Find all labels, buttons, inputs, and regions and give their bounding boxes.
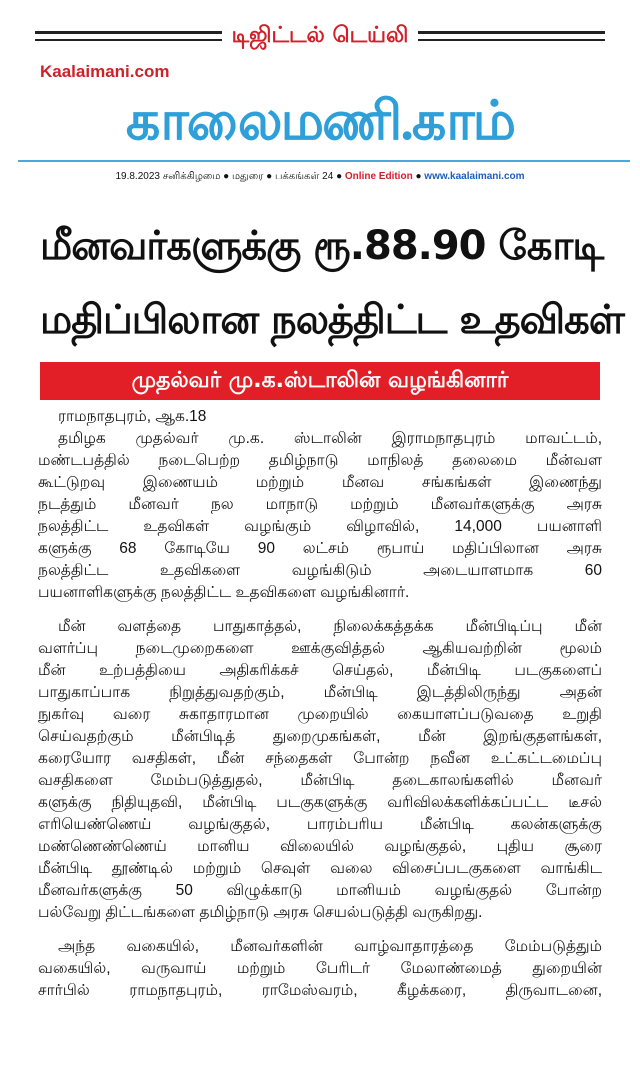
article-line: பயனாளிகளுக்கு நலத்திட்ட உதவிகளை வழங்கினார். [38,584,410,601]
article-line: களுக்கு 68 கோடியே 90 லட்சம் ரூபாய் மதிப்பிலான அரசு [38,540,602,557]
article-line: மீனவர்களுக்கு 50 விழுக்காடு மானியம் வழங்குதல் போன்ற [38,882,602,899]
article-line: பாதுகாப்பாக நிறுத்துவதற்கும், மீன்பிடி இடத்திலிருந்து அதன் [38,684,602,701]
article-line: மீன்பிடி தூண்டில் மற்றும் செவுள் வலை விசைப்படகுகளை வாங்கிட [38,860,602,877]
article-line: மண்ணெண்ணெய் மானிய விலையில் வழங்குதல், புதிய சூரை [38,838,602,855]
divider [18,160,630,162]
article-line: மீன் உற்பத்தியை அதிகரிக்கச் செய்தல், மீன்பிடி படகுகளைப் [38,662,602,679]
headline-line-1: மீனவர்களுக்கு ரூ.88.90 கோடி [40,223,604,269]
tagline: டிஜிட்டல் டெய்லி [231,23,409,48]
masthead-tagline-row [35,22,605,50]
article-line: கூட்டுறவு இணையம் மற்றும் மீனவ சங்கங்கள் இணைந்து [38,474,602,491]
article-line: சார்பில் ராமநாதபுரம், ராமேஸ்வரம், கீழக்கரை, திருவாடனை, [38,982,602,999]
article-line: எரியெண்ணெய் வழங்குதல், பாரம்பரிய மீன்பிடி கலன்களுக்கு [38,816,602,833]
article-line: வசதிகளை மேம்படுத்துதல், மீன்பிடி தடைகாலங்களில் மீனவர் [38,772,602,789]
article-line: செய்வதற்கும் மீன்பிடித் துறைமுகங்கள், மீன் இறங்குதளங்கள், [38,728,602,745]
article-line: அந்த வகையில், மீனவர்களின் வாழ்வாதாரத்தை மேம்படுத்தும் [58,938,602,955]
dateline: ராமநாதபுரம், ஆக.18 [58,408,207,425]
site-url[interactable]: www.kaalaimani.com [424,171,525,182]
issue-line: 19.8.2023 சனிக்கிழமை ● மதுரை ● பக்கங்கள் 24 ● Online Edition ● www.kaalaimani.com [115,171,525,182]
article-line: களுக்கு நிதியுதவி, மீன்பிடி படகுகளுக்கு வரிவிலக்களிக்கப்பட்ட டீசல் [38,794,602,811]
article-line: மண்டபத்தில் நடைபெற்ற தமிழ்நாடு மாநிலத் தலைமை மீன்வள [38,452,602,469]
article-line: வளர்ப்பு நடைமுறைகளை ஊக்குவித்தல் ஆகியவற்றின் மூலம் [38,640,602,657]
article-line: நடத்தும் மீனவர் நல மாநாடு மற்றும் மீனவர்களுக்கு அரசு [38,496,602,513]
article-line: நலத்திட்ட உதவிகளை வழங்கிடும் அடையாளமாக 60 [38,562,602,579]
page-count: பக்கங்கள் 24 [274,171,334,182]
paragraph-gap [38,604,602,616]
site-name: Kaalaimani.com [40,62,170,81]
logo: காலைமணி.காம் [125,91,515,151]
paragraph-gap [38,924,602,936]
article-line: தமிழக முதல்வர் மு.க. ஸ்டாலின் இராமநாதபுரம் மாவட்டம், [58,430,602,447]
article-body [38,406,602,1002]
divider [35,31,222,41]
divider [418,31,605,41]
edition: Online Edition [344,171,413,182]
article-line: பல்வேறு திட்டங்களை தமிழ்நாடு அரசு செயல்படுத்தி வருகிறது. [38,904,483,921]
issue-date: 19.8.2023 சனிக்கிழமை [115,171,221,182]
article-line: வகையில், வருவாய் மற்றும் பேரிடர் மேலாண்மைத் துறையின் [38,960,602,977]
issue-city: மதுரை [232,171,264,182]
article-line: கரையோர வசதிகள், மீன் சந்தைகள் போன்ற நவீன உட்கட்டமைப்பு [38,750,602,767]
article-line: நலத்திட்ட உதவிகள் வழங்கும் விழாவில், 14,000 பயனாளி [38,518,602,535]
headline-line-2: மதிப்பிலான நலத்திட்ட உதவிகள் [40,297,624,343]
subheadline: முதல்வர் மு.க.ஸ்டாலின் வழங்கினார் [40,362,600,400]
article-line: மீன் வளத்தை பாதுகாத்தல், நிலைக்கத்தக்க மீன்பிடிப்பு மீன் [58,618,602,635]
article-line: நுகர்வு வரை சுகாதாரமான முறையில் கையாளப்படுவதை உறுதி [38,706,602,723]
